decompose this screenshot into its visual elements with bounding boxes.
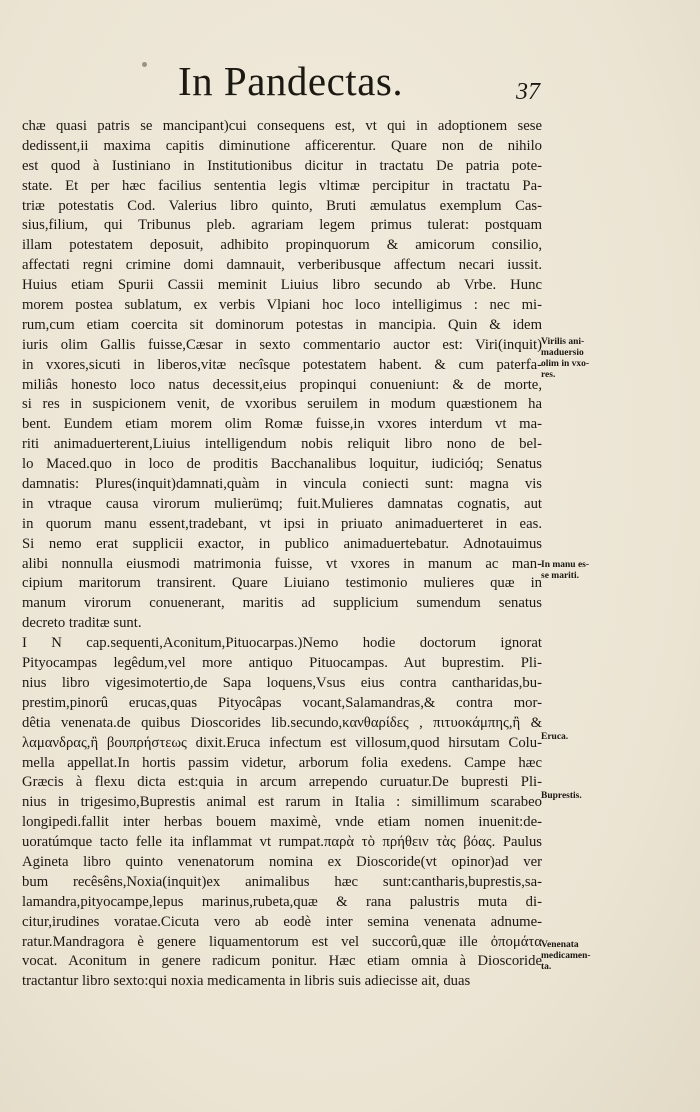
margin-note: Buprestis. [541, 791, 582, 801]
text-line: Pityocampas legêdum,vel more antiquo Pituocampas. Aut buprestim. Pli- [22, 655, 542, 672]
text-line: Si nemo erat supplicii exactor, in publico animaduertebatur. Adnotauimus [22, 535, 542, 552]
text-line: longipedi.fallit inter herbas bouem maximè, vnde etiam nomen inuenit:de- [22, 814, 542, 831]
folio-number: 37 [516, 79, 540, 105]
text-line: lamandra,pityocampe,lepus marinus,rubeta,quæ & rana palustris muta di- [22, 893, 542, 910]
text-line: damnatis: Plures(inquit)damnati,quàm in vincula coniecti sunt: magna vis [22, 476, 542, 493]
text-line: prestim,pinorû erucas,quas Pityocâpas vocant,Salamandras,& contra mor- [22, 694, 542, 711]
text-line: dedissent,ii maxima capitis diminutione afficerentur. Quare non de nihilo [22, 137, 542, 154]
text-line: illam potestatem deposuit, adhibito propinquorum & amicorum consilio, [22, 237, 542, 254]
text-line: ratur.Mandragora è genere liquamentorum est vel succorû,quæ ille ὀπομάτα [22, 933, 542, 950]
text-line: citur,irudines voratae.Cicuta vero ab eodè inter semina venenata adnume- [22, 913, 542, 930]
text-line: est quod à Iustiniano in Institutionibus dicitur in tractatu De patria pote- [22, 157, 542, 174]
text-line: miliâs honesto loco natus decessit,eius propinqui conueniunt: & de morte, [22, 376, 542, 393]
text-line: Agineta libro quinto venenatorum nomina ex Dioscoride(vt opinor)ad ver [22, 853, 542, 870]
text-line: dêtia venenata.de quibus Dioscorides lib.secundo,κανθαρίδες , πιτυοκάμπης,ἢ & [22, 714, 542, 731]
text-line: tractantur libro sexto:qui noxia medicamenta in libris suis adiecisse ait, duas [22, 973, 471, 990]
text-line: triæ potestatis Cod. Valerius libro quinto, Bruti æmulatus exemplum Cas- [22, 197, 542, 214]
paper-speck [142, 62, 147, 67]
text-line: nius libro vigesimotertio,de Sapa loquens,Vsus eius contra cantharidas,bu- [22, 674, 542, 691]
text-line: lo Maced.quo in loco de proditis Bacchanalibus loquitur, iudicióq; Senatus [22, 456, 542, 473]
text-line: Græcis à flexu dicta est:quia in arcum arrependo curuatur.De bupresti Pli- [22, 774, 542, 791]
margin-note: Virilis ani- maduersio olim in vxo- res. [541, 337, 590, 380]
text-line: uoratúmque tacto felle ita inflammat vt rumpat.παρὰ τὸ πρήθειν τὰς βόας. Paulus [22, 834, 542, 851]
text-line: mella appellat.In hortis passim videtur, arborum folia exedens. Campe hæc [22, 754, 542, 771]
margin-note: Eruca. [541, 732, 569, 742]
text-line: bum recêsêns,Noxia(inquit)ex animalibus hæc sunt:cantharis,buprestis,sa- [22, 873, 542, 890]
text-line: in vtraque causa virorum mulierümq; fuit.Mulieres damnatas cognatis, aut [22, 495, 542, 512]
body-text [22, 117, 542, 992]
text-line: alibi nonnulla eiusmodi matrimonia fuisse, vt vxores in manum ac man- [22, 555, 542, 572]
text-line: iuris olim Gallis fuisse,Cæsar in sexto commentario auctor est: Viri(inquit) [22, 336, 542, 353]
margin-note: Venenata medicamen- ta. [541, 940, 591, 972]
text-line: nius in trigesimo,Buprestis animal est rarum in Italia : simillimum scarabeo [22, 794, 542, 811]
text-line: cipium maritorum transirent. Quare Liuiano testimonio mulieres quæ in [22, 575, 542, 592]
text-line: state. Et per hæc facilius sententia legis vltimæ percipitur in tractatu Pa- [22, 177, 542, 194]
text-line: riti animaduerterent,Liuius intelligendum nobis reliquit libro nono de bel- [22, 436, 542, 453]
text-line: decreto traditæ sunt. [22, 615, 142, 632]
text-line: manum virorum conuenerant, maritis ad supplicium sumendum senatus [22, 595, 542, 612]
margin-notes [541, 0, 700, 1112]
text-line: rum,cum etiam coercita sit dominorum potestas in mancipia. Quin & idem [22, 316, 542, 333]
text-line: bent. Eundem etiam morem olim Romæ fuisse,in vxores interdum vt ma- [22, 416, 542, 433]
text-line: I N cap.sequenti,Aconitum,Pituocarpas.)Nemo hodie doctorum ignorat [22, 635, 542, 652]
text-line: in quorum manu essent,tradebant, vt ipsi in priuato animaduerteret in eas. [22, 515, 542, 532]
margin-note: In manu es- se mariti. [541, 560, 590, 581]
text-line: chæ quasi patris se mancipant)cui consequens est, vt qui in adoptionem sese [22, 118, 542, 134]
running-title: In Pandectas. [178, 58, 404, 104]
text-line: in vxores,sicuti in liberos,vitæ necîsque potestatem habent. & cum paterfa- [22, 356, 542, 373]
text-line: morem postea sublatum, ex verbis Vlpiani hoc loco intelligimus : nec mi- [22, 297, 542, 314]
text-line: si res in suspicionem venit, de vxoribus seruilem in modum quæstionem ha [22, 396, 542, 413]
text-line: vocat. Aconitum in genere radicum ponitur. Hæc etiam omnia à Dioscoride [22, 953, 542, 970]
text-line: λαμανδρας,ἢ βουπρήστεως dixit.Eruca infectum est villosum,quod hirsutam Colu- [22, 734, 542, 751]
text-line: sius,filium, qui Tribunus pleb. agrariam legem primus tulerat: postquam [22, 217, 542, 234]
text-line: Huius etiam Spurii Cassii meminit Liuius libro secundo ab Vrbe. Hunc [22, 277, 542, 294]
text-line: affectati regni crimine domi damnauit, verberibusque affectum necari iussit. [22, 257, 542, 274]
